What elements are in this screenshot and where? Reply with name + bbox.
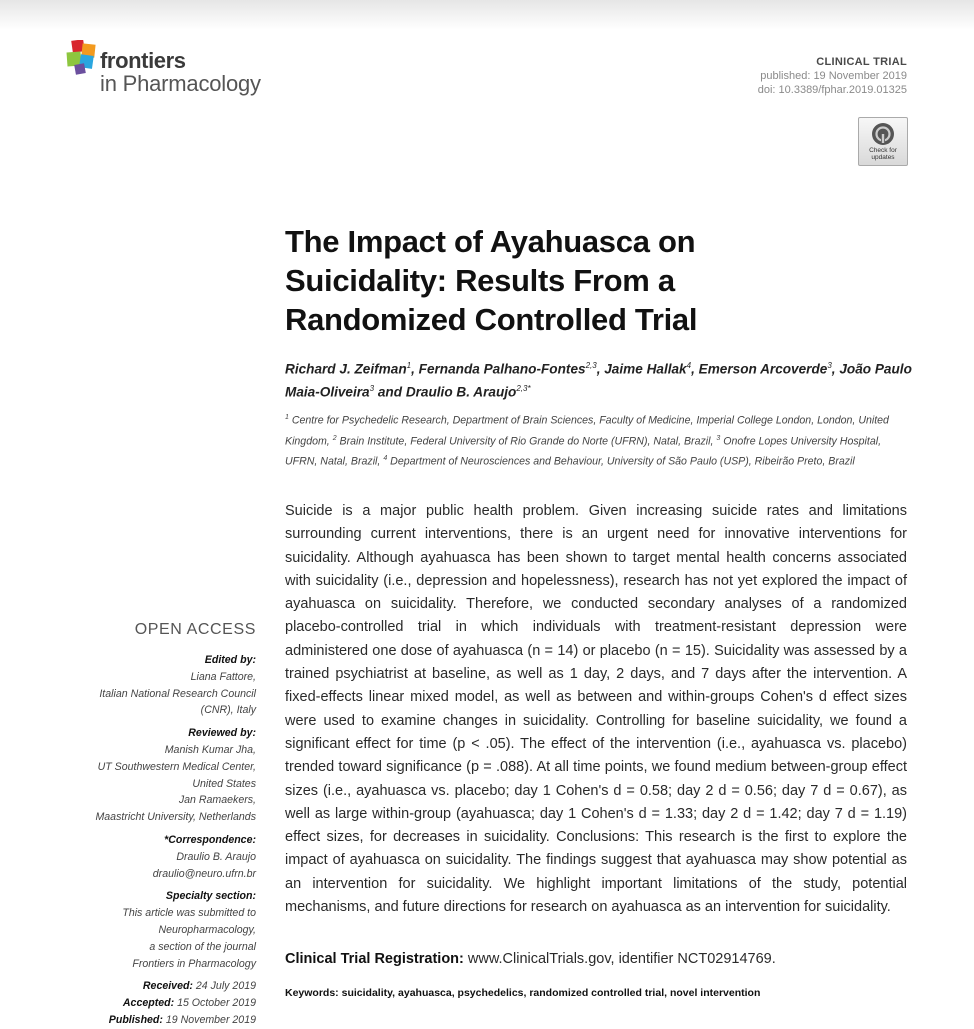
sidebar-line: Maastricht University, Netherlands xyxy=(95,811,256,824)
author-affiliation-marker: 1 xyxy=(406,361,412,370)
sidebar-line: This article was submitted to xyxy=(122,907,256,920)
trial-registration-text[interactable]: www.ClinicalTrials.gov, identifier NCT02914769. xyxy=(463,951,776,967)
brand-name: frontiers xyxy=(100,48,186,73)
affiliation-number: 2 xyxy=(332,434,337,442)
author-affiliation-marker: 4 xyxy=(686,361,692,370)
top-shadow xyxy=(0,0,974,30)
affiliation-text: Onofre Lopes University Hospital, UFRN, Natal, Brazil, xyxy=(285,435,882,468)
author-affiliation-marker: 2,3* xyxy=(516,383,531,393)
affiliations xyxy=(285,409,915,471)
received-label: Received: xyxy=(142,980,193,993)
author-name[interactable]: João Paulo Maia-Oliveira xyxy=(285,361,912,400)
accepted-label: Accepted: xyxy=(122,997,175,1010)
article-type: CLINICAL TRIAL xyxy=(816,56,907,68)
author-affiliation-marker: 3 xyxy=(827,361,832,370)
author-affiliation-marker: 3 xyxy=(369,383,375,393)
published-label: Published: xyxy=(108,1013,163,1026)
affiliation-number: 3 xyxy=(716,434,721,442)
keywords xyxy=(285,986,925,1000)
received-date xyxy=(60,978,256,995)
published-date: published: 19 November 2019 xyxy=(760,70,907,82)
reviewed-by-label: Reviewed by: xyxy=(188,727,256,740)
correspondence-label: *Correspondence: xyxy=(164,833,256,846)
edited-by-label: Edited by: xyxy=(204,654,256,666)
affiliation-number: 4 xyxy=(383,455,388,463)
sidebar-line: Manish Kumar Jha, xyxy=(164,743,256,756)
sidebar-line: United States xyxy=(192,777,256,790)
article-title: The Impact of Ayahuasca on Suicidality: Results From a Randomized Controlled Trial xyxy=(285,224,698,337)
keywords-label: Keywords: xyxy=(285,987,339,999)
article-dates xyxy=(60,978,256,1028)
sidebar-line: Neuropharmacology, xyxy=(158,923,256,936)
author-separator: , xyxy=(411,361,419,377)
published-date-sidebar xyxy=(60,1012,256,1029)
specialty-section-label: Specialty section: xyxy=(165,890,256,903)
keywords-text: suicidality, ayahuasca, psychedelics, randomized controlled trial, novel intervention xyxy=(338,987,761,999)
affiliation-text: Brain Institute, Federal University of Rio Grande do Norte (UFRN), Natal, Brazil, xyxy=(336,435,717,448)
frontiers-logo-icon xyxy=(66,40,100,76)
accepted-date xyxy=(60,995,256,1012)
article-sidebar xyxy=(60,620,256,1029)
check-updates-label: Check for updates xyxy=(869,147,897,161)
author-name[interactable]: Fernanda Palhano-Fontes xyxy=(418,361,586,377)
trial-registration-label: Clinical Trial Registration: xyxy=(285,951,464,967)
affiliation-text: Department of Neurosciences and Behaviour, University of São Paulo (USP), Ribeirão Preto, Brazil xyxy=(387,455,855,468)
editor-info xyxy=(60,669,256,719)
affiliation-text: Centre for Psychedelic Research, Department of Brain Sciences, Faculty of Medicine, Imperial College London, London, United Kingdom, xyxy=(285,414,889,448)
received-value: 24 July 2019 xyxy=(192,980,256,993)
journal-name: in Pharmacology xyxy=(100,71,261,96)
open-access-label: OPEN ACCESS xyxy=(134,621,256,638)
author-separator: , xyxy=(691,361,699,377)
author-name[interactable]: Emerson Arcoverde xyxy=(698,361,828,377)
reviewer-info xyxy=(60,742,256,826)
sidebar-line: draulio@neuro.ufrn.br xyxy=(152,867,256,880)
sidebar-line: Frontiers in Pharmacology xyxy=(132,957,256,970)
article-meta xyxy=(758,55,907,97)
author-separator: , xyxy=(831,361,840,377)
sidebar-line: Italian National Research Council xyxy=(99,687,256,700)
journal-logo[interactable] xyxy=(66,40,306,100)
sidebar-line: Draulio B. Araujo xyxy=(176,850,256,863)
check-for-updates-button[interactable] xyxy=(858,117,908,166)
sidebar-line: a section of the journal xyxy=(149,940,256,953)
author-separator: and xyxy=(374,384,406,400)
sidebar-line: Jan Ramaekers, xyxy=(178,794,256,807)
sidebar-line: UT Southwestern Medical Center, xyxy=(97,760,256,773)
sidebar-line: (CNR), Italy xyxy=(200,704,256,717)
check-updates-icon xyxy=(871,122,895,146)
author-name[interactable]: Richard J. Zeifman xyxy=(285,361,407,377)
doi-link[interactable]: doi: 10.3389/fphar.2019.01325 xyxy=(757,84,907,96)
accepted-value: 15 October 2019 xyxy=(174,997,256,1010)
correspondence-info[interactable] xyxy=(60,849,256,883)
author-affiliation-marker: 2,3 xyxy=(585,361,597,370)
specialty-info xyxy=(60,905,256,972)
abstract: Suicide is a major public health problem. Given increasing suicide rates and limitations surrounding current interventions, there is an urgent need for innovative interventions for suicidality. Although ayahuasca has been shown to target mental health concerns associated with suicidality (i.e., depression and hopelessness), research has not yet explored the impact of ayahuasca on suicidality. Therefore, we conducted secondary analyses of a randomized placebo-controlled trial in which individuals with treatment-resistant depression were administered one dose of ayahuasca (n = 14) or placebo (n = 15). Suicidality was assessed by a trained psychiatrist at baseline, as well as 1 day, 2 days, and 7 days after the intervention. A fixed-effects linear mixed model, as well as between and within-groups Cohen's d effect sizes were used to examine changes in suicidality. Controlling for baseline suicidality, we found a significant effect for time (p < .05). The effect of the intervention (i.e., ayahuasca vs. placebo) trended toward significance (p = .088). At all time points, we found medium between-group effect sizes (i.e., ayahuasca vs. placebo; day 1 Cohen's d = 0.58; day 2 d = 0.56; day 7 d = 0.67), as well as large within-group (ayahuasca; day 1 Cohen's d = 1.33; day 2 d = 1.42; day 7 d = 1.19) effect sizes, for decreases in suicidality. Conclusions: This research is the first to explore the impact of ayahuasca on suicidality. The findings suggest that ayahuasca may show potential as an intervention for suicidality. We highlight important limitations of the study, potential mechanisms, and future directions for research on ayahuasca as an intervention for suicidality. xyxy=(285,503,907,916)
published-value: 19 November 2019 xyxy=(162,1013,256,1026)
sidebar-line: Liana Fattore, xyxy=(190,670,256,683)
author-separator: , xyxy=(596,361,605,377)
author-name[interactable]: Jaime Hallak xyxy=(604,361,687,377)
author-name[interactable]: Draulio B. Araujo xyxy=(405,384,517,400)
trial-registration xyxy=(285,948,925,970)
affiliation-number: 1 xyxy=(285,414,289,421)
author-list xyxy=(285,356,925,401)
